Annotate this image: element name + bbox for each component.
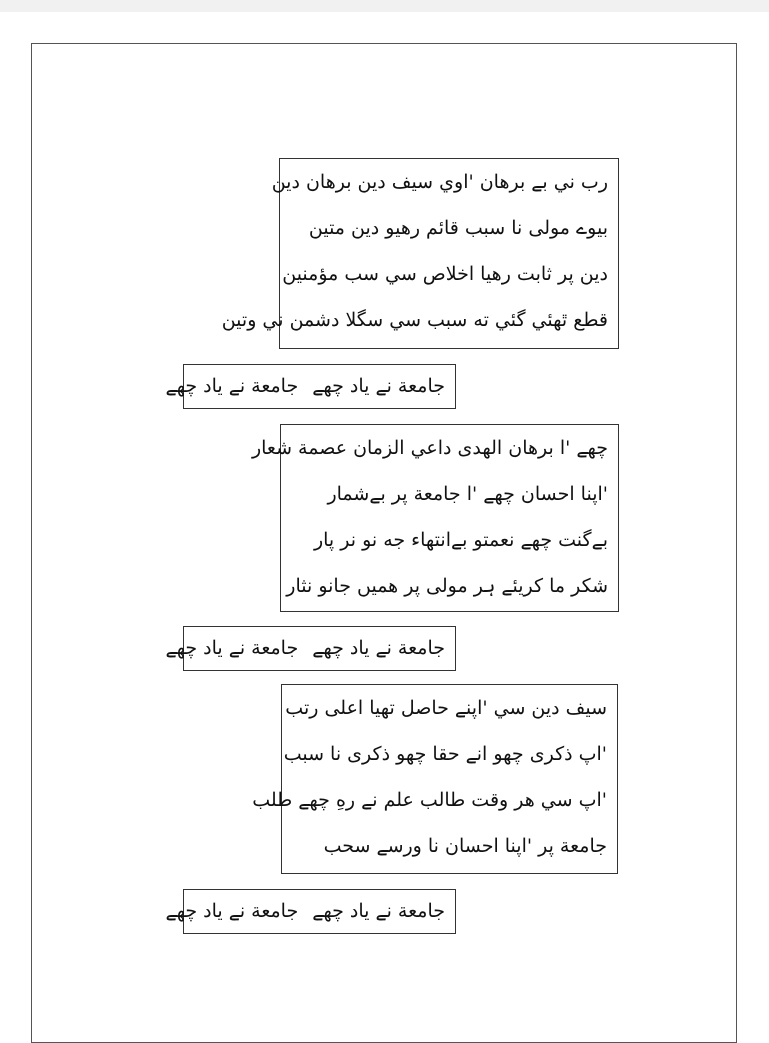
verse-line: رب ني بے برهان 'اوي سيف دين برهان دين — [271, 171, 608, 193]
refrain-phrase: جامعة نے ياد چھے — [312, 900, 445, 922]
verse-line: سيف دين سي 'اپنے حاصل تهيا اعلی رتب — [285, 697, 607, 719]
refrain-phrase: جامعة نے ياد چھے — [165, 637, 299, 659]
top-bar — [0, 0, 769, 12]
refrain-3 — [165, 889, 456, 934]
stanza-1 — [221, 158, 619, 349]
stanza-2 — [251, 424, 619, 612]
verse-line: شكر ما كريئے ہر مولی پر هميں جانو نثار — [286, 575, 608, 597]
verse-line: قطع ٿهئي گئي ته سبب سي سگلا دشمن ني وتين — [221, 309, 608, 331]
refrain-phrase: جامعة نے ياد چھے — [312, 637, 445, 659]
verse-line: بےگنت چھے نعمتو بےانتهاء جه نو نر پار — [313, 529, 608, 551]
document-page — [31, 43, 737, 1043]
refrain-phrase: جامعة نے ياد چھے — [165, 375, 299, 397]
refrain-phrase: جامعة نے ياد چھے — [312, 375, 445, 397]
verse-line: 'اپ ذكری چھو انے حقا چھو ذكری نا سبب — [283, 743, 607, 765]
refrain-phrase: جامعة نے ياد چھے — [165, 900, 299, 922]
verse-line: چھے 'ا برهان الهدى داعي الزمان عصمة شعار — [251, 437, 608, 459]
verse-line: دين پر ثابت رهيا اخلاص سي سب مؤمنين — [282, 263, 608, 285]
refrain-1 — [165, 364, 456, 409]
verse-line: 'اپنا احسان چھے 'ا جامعة پر بےشمار — [327, 483, 608, 505]
verse-line: بيوے مولی نا سبب قائم رهيو دين متين — [308, 217, 608, 239]
verse-line: 'اپ سي هر وقت طالب علم نے رهِ چھے طلب — [252, 789, 607, 811]
verse-line: جامعة پر 'اپنا احسان نا ورسے سحب — [323, 835, 607, 857]
stanza-3 — [252, 684, 618, 874]
refrain-2 — [165, 626, 456, 671]
